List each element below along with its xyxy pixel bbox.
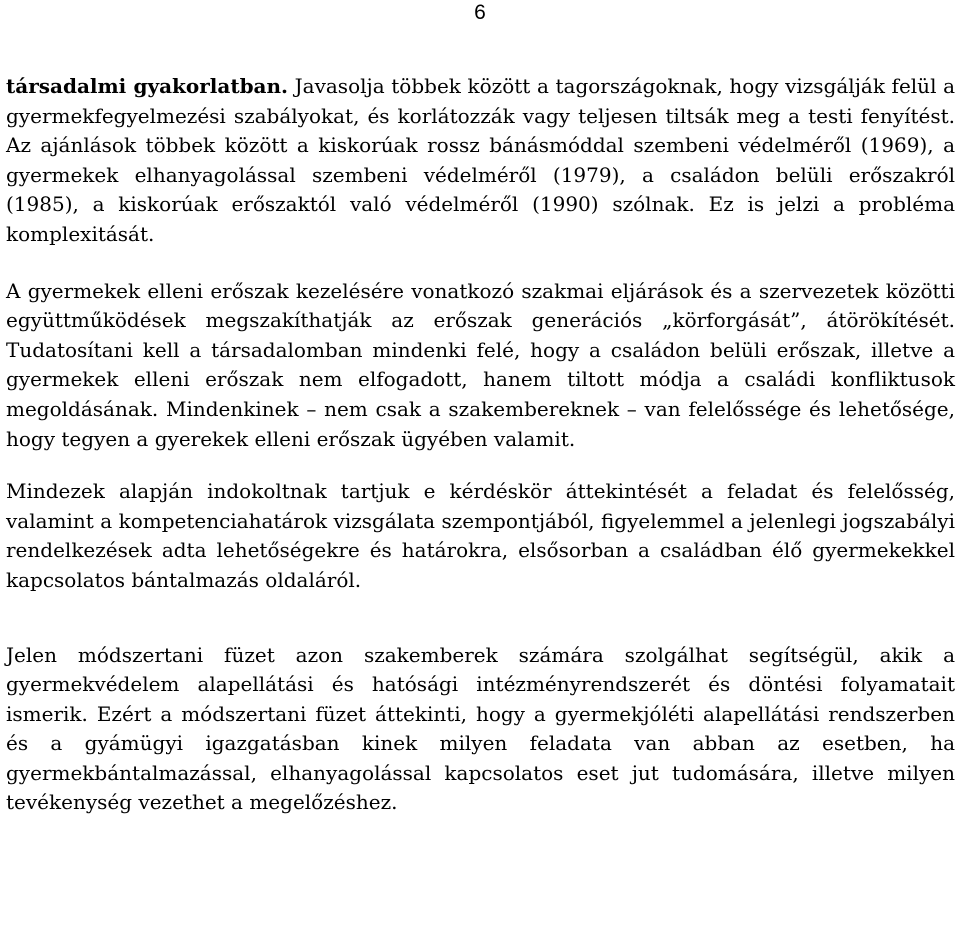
paragraph-1-bold-lead: társadalmi gyakorlatban. [6,74,289,98]
paragraph-3: Mindezek alapján indokoltnak tartjuk e kérdéskör áttekintését a feladat és felelősség, valamint a kompetenciahatárok vizsgálata szempontjából, figyelemmel a jelenlegi jogszabályi rendelkezések adta lehetőségekre és határokra, elsősorban a családban élő gyermekekkel kapcsolatos bántalmazás oldaláról. [6,479,955,592]
paragraph-2: A gyermekek elleni erőszak kezelésére vonatkozó szakmai eljárások és a szervezetek közötti együttműködések megszakíthatják az erőszak generációs „körforgását”, átörökítését. Tudatosítani kell a társadalomban mindenki felé, hogy a családon belüli erőszak, illetve a gyermekek elleni erőszak nem elfogadott, hanem tiltott módja a családi konfliktusok megoldásának. Mindenkinek – nem csak a szakembereknek – van felelőssége és lehetősége, hogy tegyen a gyerekek elleni erőszak ügyében valamit. [6,278,955,451]
paragraph-1 [6,72,955,250]
page-number: 6 [474,1,486,24]
paragraph-4: Jelen módszertani füzet azon szakemberek számára szolgálhat segítségül, akik a gyermekvédelem alapellátási és hatósági intézményrendszerét és döntési folyamatait ismerik. Ezért a módszertani füzet áttekinti, hogy a gyermekjóléti alapellátási rendszerben és a gyámügyi igazgatásban kinek milyen feladata van abban az esetben, ha gyermekbántalmazással, elhanyagolással kapcsolatos eset jut tudomására, illetve milyen tevékenység vezethet a megelőzéshez. [6,642,955,815]
document-body [6,72,955,818]
paragraph-1-text: Javasolja többek között a tagországoknak, hogy vizsgálják felül a gyermekfegyelmezési szabályokat, és korlátozzák vagy teljesen tiltsák meg a testi fenyítést. Az ajánlások többek között a kiskorúak rossz bánásmóddal szembeni védelméről (1969), a gyermekek elhanyagolással szembeni védelméről (1979), a családon belüli erőszakról (1985), a kiskorúak erőszaktól való védelméről (1990) szólnak. Ez is jelzi a probléma komplexitását. [6,74,956,246]
